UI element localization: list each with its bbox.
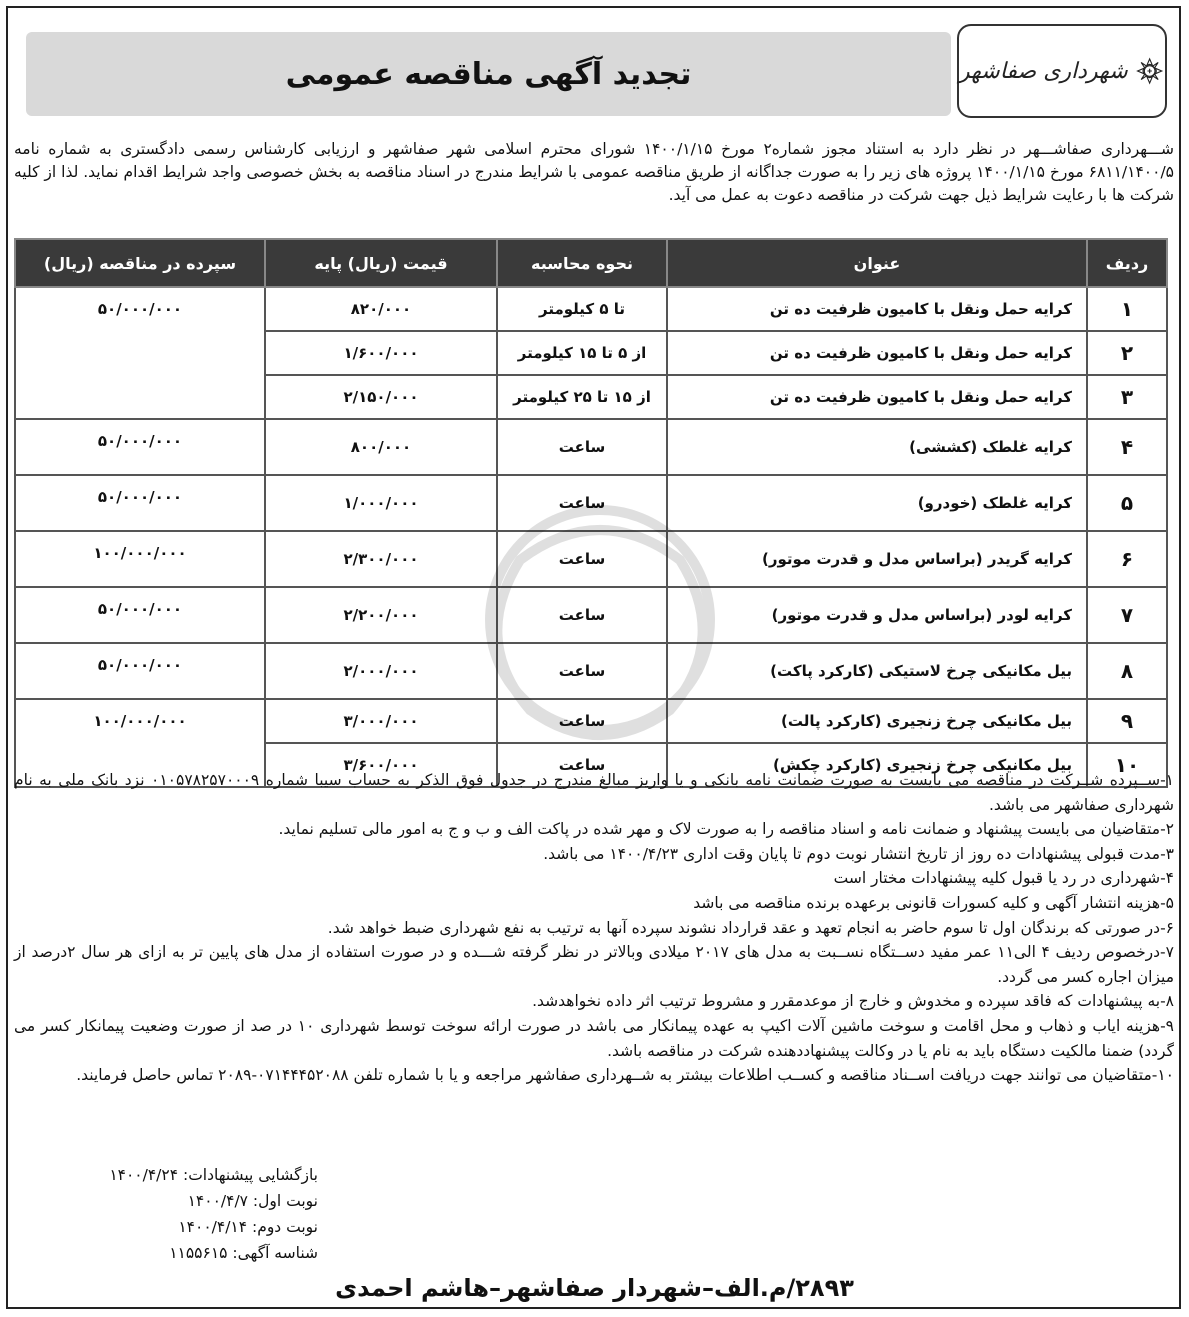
col-header-deposit: سپرده در مناقصه (ریال) [15,239,265,287]
terms-list [14,768,1174,1088]
term-item: ۹-هزینه ایاب و ذهاب و محل اقامت و سوخت ماشین آلات اکیپ به عهده پیمانکار می باشد در صورت ارائه سوخت توسط شهرداری ۱۰ در صد از صورت وضعیت پیمانکار کسر می گردد) ضمنا مالکیت دستگاه باید به نام یا در وکالت پیشنهاددهنده شرکت در مناقصه باشد. [14,1016,1174,1060]
logo-text: شهرداری صفاشهر [959,58,1128,84]
term-item: ۶-در صورتی که برندگان اول تا سوم حاضر به انجام تعهد و عقد قرارداد نشوند سپرده آنها به ترتیب به نفع شهرداری ضبط خواهد شد. [327,918,1174,937]
col-header-row: ردیف [1087,239,1167,287]
term-item: ۸-به پیشنهادات که فاقد سپرده و مخدوش و خارج از موعدمقرر و مشروط ترتیب اثر داده نخواهدشد. [532,992,1174,1011]
row-title: بیل مکانیکی چرخ زنجیری (کارکرد پالت) [667,699,1087,743]
row-method: ساعت [497,643,667,699]
row-title: بیل مکانیکی چرخ لاستیکی (کارکرد پاکت) [667,643,1087,699]
signature-footer: ۲۸۹۳/م.الف–شهردار صفاشهر–هاشم احمدی [335,1274,854,1302]
row-price: ۳/۶۰۰/۰۰۰ [265,743,497,787]
row-title: کرایه حمل ونقل با کامیون ظرفیت ده تن [667,287,1087,331]
row-method: ساعت [497,587,667,643]
page-title: تجدید آگهی مناقصه عمومی [285,56,692,92]
row-title: کرایه گریدر (براساس مدل و قدرت موتور) [667,531,1087,587]
row-number: ۶ [1087,531,1167,587]
row-number: ۴ [1087,419,1167,475]
row-price: ۲/۲۰۰/۰۰۰ [265,587,497,643]
tender-table [14,238,1168,788]
row-deposit: ۵۰/۰۰۰/۰۰۰ [15,287,265,419]
table-row [15,475,1167,531]
row-deposit: ۵۰/۰۰۰/۰۰۰ [15,419,265,475]
row-price: ۸۲۰/۰۰۰ [265,287,497,331]
row-method: ساعت [497,699,667,743]
row-title: کرایه غلطک (خودرو) [667,475,1087,531]
row-price: ۲/۰۰۰/۰۰۰ [265,643,497,699]
term-item: ۱۰-متقاضیان می توانند جهت دریافت اســناد مناقصه و کســب اطلاعات بیشتر به شــهرداری صفاشهر مراجعه و یا با شماره تلفن ۰۷۱۴۴۴۵۲۰۸۸-۲۰۸۹ تماس حاصل فرمایند. [76,1066,1174,1085]
col-header-price: قیمت (ریال) پایه [265,239,497,287]
row-number: ۱۰ [1087,743,1167,787]
table-row [15,287,1167,331]
col-header-title: عنوان [667,239,1087,287]
first-publish-date: نوبت اول: ۱۴۰۰/۴/۷ [187,1192,318,1210]
row-number: ۵ [1087,475,1167,531]
term-item: ۵-هزینه انتشار آگهی و کلیه کسورات قانونی برعهده برنده مناقصه می باشد [693,893,1174,912]
municipality-logo [957,24,1167,118]
term-item: ۲-متقاضیان می بایست پیشنهاد و ضمانت نامه و اسناد مناقصه را به صورت لاک و مهر شده در پاکت الف و ب و ج به امور مالی تسلیم نماید. [278,820,1174,839]
row-price: ۱/۰۰۰/۰۰۰ [265,475,497,531]
table-row [15,531,1167,587]
row-method: از ۱۵ تا ۲۵ کیلومتر [497,375,667,419]
intro-paragraph: شـــهرداری صفاشـــهر در نظر دارد به استناد مجوز شماره۲ مورخ ۱۴۰۰/۱/۱۵ شورای محترم اسلامی شهر صفاشهر و ارزیابی کارشناس رسمی دادگستری به شماره نامه ۶۸۱۱/۱۴۰۰/۵ مورخ ۱۴۰۰/۱/۱۵ پروژه های زیر را به صورت جداگانه از طریق مناقصه عمومی با شرایط مندرج در اسناد مناقصه به بخش خصوصی واجد شرایط اقدام نماید. لذا از کلیه شرکت ها با رعایت شرایط ذیل جهت شرکت در مناقصه دعوت به عمل می آید. [14,140,1175,204]
opening-date: بازگشایی پیشنهادات: ۱۴۰۰/۴/۲۴ [109,1166,318,1184]
row-method: ساعت [497,475,667,531]
row-deposit: ۱۰۰/۰۰۰/۰۰۰ [15,531,265,587]
row-title: بیل مکانیکی چرخ زنجیری (کارکرد چکش) [667,743,1087,787]
row-deposit: ۵۰/۰۰۰/۰۰۰ [15,475,265,531]
row-price: ۱/۶۰۰/۰۰۰ [265,331,497,375]
row-number: ۱ [1087,287,1167,331]
row-title: کرایه لودر (براساس مدل و قدرت موتور) [667,587,1087,643]
row-number: ۹ [1087,699,1167,743]
col-header-method: نحوه محاسبه [497,239,667,287]
title-banner [26,32,951,116]
ad-id: شناسه آگهی: ۱۱۵۵۶۱۵ [169,1244,318,1262]
table-row [15,587,1167,643]
table-body [15,287,1167,787]
term-item: ۳-مدت قبولی پیشنهادات ده روز از تاریخ انتشار نوبت دوم تا پایان وقت اداری ۱۴۰۰/۴/۲۳ می باشد. [543,844,1174,863]
row-method: از ۵ تا ۱۵ کیلومتر [497,331,667,375]
row-title: کرایه حمل ونقل با کامیون ظرفیت ده تن [667,331,1087,375]
term-item: ۷-درخصوص ردیف ۴ الی۱۱ عمر مفید دســتگاه نســبت به مدل های ۲۰۱۷ میلادی وبالاتر در نظر گرفته شـــده و در صورت استفاده از مدل های پایین تر به ازای هر سال ۲درصد از میزان اجاره کسر می گردد. [14,943,1174,986]
table-header-row [15,239,1167,287]
term-item: ۱-ســپرده شــرکت در مناقصه می بایست به صورت ضمانت نامه بانکی و یا واریز مبالغ مندرج در جدول فوق الذکر به حساب سیبا شماره ۰۱۰۵۷۸۲۵۷۰۰۰۹ نزد بانک ملی به نام شهرداری صفاشهر می باشد. [14,771,1174,814]
row-title: کرایه حمل ونقل با کامیون ظرفیت ده تن [667,375,1087,419]
row-title: کرایه غلطک (کششی) [667,419,1087,475]
row-method: ساعت [497,419,667,475]
term-item: ۴-شهرداری در رد یا قبول کلیه پیشنهادات مختار است [833,869,1174,888]
row-number: ۲ [1087,331,1167,375]
row-number: ۸ [1087,643,1167,699]
table-row [15,419,1167,475]
row-price: ۳/۰۰۰/۰۰۰ [265,699,497,743]
table-row [15,643,1167,699]
row-price: ۲/۱۵۰/۰۰۰ [265,375,497,419]
dates-block [18,1162,318,1266]
emblem-icon [1134,36,1165,106]
row-method: تا ۵ کیلومتر [497,287,667,331]
row-deposit: ۵۰/۰۰۰/۰۰۰ [15,643,265,699]
row-number: ۷ [1087,587,1167,643]
row-deposit: ۱۰۰/۰۰۰/۰۰۰ [15,699,265,787]
row-price: ۲/۳۰۰/۰۰۰ [265,531,497,587]
row-deposit: ۵۰/۰۰۰/۰۰۰ [15,587,265,643]
header [8,14,1181,114]
row-number: ۳ [1087,375,1167,419]
row-method: ساعت [497,531,667,587]
row-price: ۸۰۰/۰۰۰ [265,419,497,475]
second-publish-date: نوبت دوم: ۱۴۰۰/۴/۱۴ [178,1218,318,1236]
row-method: ساعت [497,743,667,787]
table-row [15,699,1167,743]
